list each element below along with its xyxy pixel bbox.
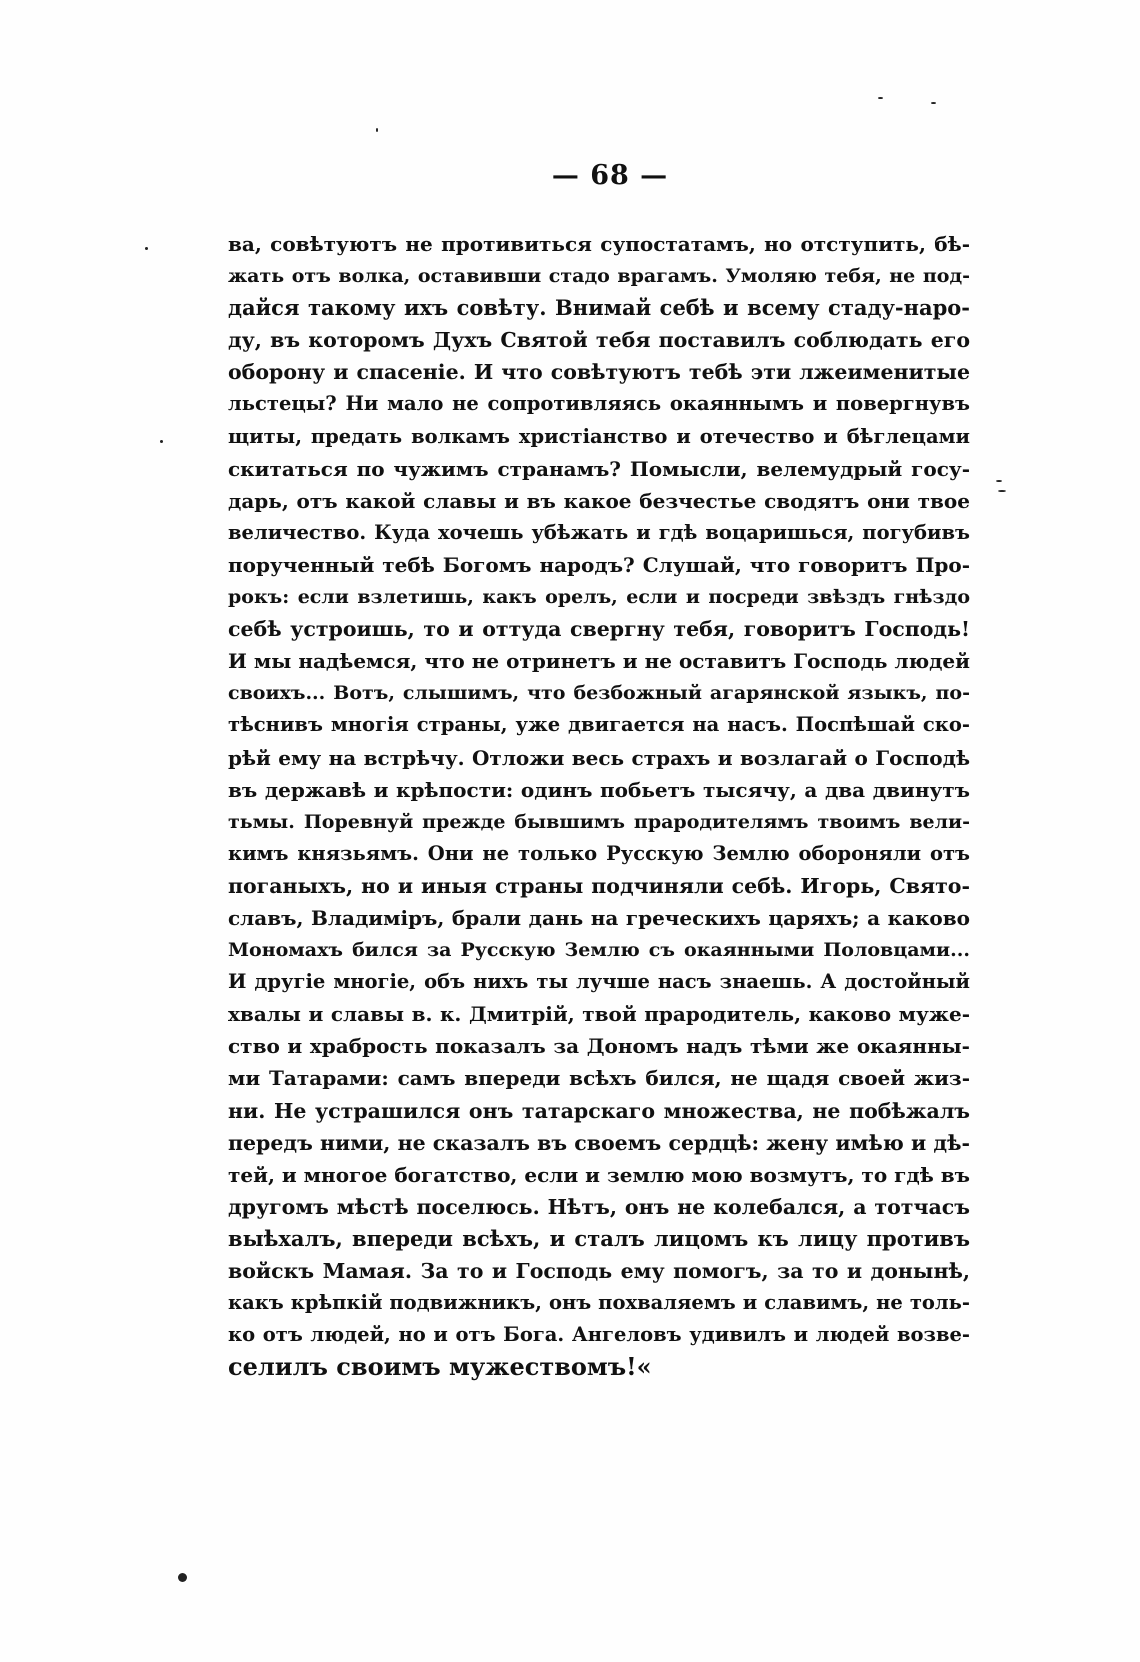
text-line: ми Татарами: самъ впереди всѣхъ бился, не щадя своей жиз- [228,1066,970,1091]
text-line: передъ ними, не сказалъ въ своемъ сердцѣ: жену имѣю и дѣ- [228,1130,970,1155]
text-line: въ державѣ и крѣпости: одинъ побьетъ тысячу, а два двинутъ [228,777,970,802]
page-number: — 68 — [551,160,669,191]
text-line: дарь, отъ какой славы и въ какое безчестье сводятъ они твое [228,488,970,513]
text-line: рѣй ему на встрѣчу. Отложи весь страхъ и возлагай о Господѣ [228,745,970,770]
text-line: себѣ устроишь, то и оттуда свергну тебя, говоритъ Господь! [228,617,970,642]
text-line: славъ, Владиміръ, брали дань на греческихъ царяхъ; а каково [228,905,970,930]
text-line: выѣхалъ, впереди всѣхъ, и сталъ лицомъ къ лицу противъ [228,1225,970,1251]
text-line: ни. Не устрашился онъ татарскаго множества, не побѣжалъ [228,1098,970,1123]
text-line: порученный тебѣ Богомъ народъ? Слушай, что говоритъ Про- [228,552,970,577]
text-line: щиты, предать волкамъ христіанство и отечество и бѣглецами [228,424,970,448]
scan-speck [931,102,936,104]
body-text [228,228,970,1383]
scan-speck [998,490,1006,492]
text-line: кимъ князьямъ. Они не только Русскую Землю обороняли отъ [228,841,970,865]
text-line: дайся такому ихъ совѣту. Внимай себѣ и всему стаду-наро- [228,295,970,321]
text-line: Мономахъ бился за Русскую Землю съ окаянными Половцами... [228,939,970,962]
text-line: ко отъ людей, но и отъ Бога. Ангеловъ удивилъ и людей возве- [228,1323,970,1347]
text-line: льстецы? Ни мало не сопротивляясь окаяннымъ и повергнувъ [228,392,970,416]
text-line: своихъ... Вотъ, слышимъ, что безбожный агарянской языкъ, по- [228,682,970,705]
text-line: тьмы. Поревнуй прежде бывшимъ прародителямъ твоимъ вели- [228,810,970,833]
scan-speck [878,97,883,99]
text-line: ду, въ которомъ Духъ Святой тебя поставилъ соблюдать его [228,328,970,353]
text-line: ство и храбрость показалъ за Дономъ надъ тѣми же окаянны- [228,1034,970,1059]
scan-speck [178,1573,187,1582]
text-line: другомъ мѣстѣ поселюсь. Нѣтъ, онъ не колебался, а тотчасъ [228,1194,970,1219]
text-line: жать отъ волка, оставивши стадо врагамъ. Умоляю тебя, не под- [228,265,970,288]
text-line: тѣснивъ многія страны, уже двигается на насъ. Поспѣшай ско- [228,713,970,737]
text-line: какъ крѣпкій подвижникъ, онъ похваляемъ и славимъ, не толь- [228,1291,970,1315]
scan-speck [376,128,378,132]
text-line: тей, и многое богатство, если и землю мою возмутъ, то гдѣ въ [228,1162,970,1187]
text-line: оборону и спасеніе. И что совѣтуютъ тебѣ эти лжеименитые [228,360,970,385]
scan-speck [145,247,148,250]
text-line-last: селилъ своимъ мужествомъ!« [228,1352,652,1382]
text-line: скитаться по чужимъ странамъ? Помысли, велемудрый госу- [228,456,970,481]
scan-speck [160,440,163,443]
text-line: рокъ: если взлетишь, какъ орелъ, если и посреди звѣздъ гнѣздо [228,586,970,609]
text-line: И мы надѣемся, что не отринетъ и не оставитъ Господь людей [228,649,970,674]
text-line: И другіе многіе, объ нихъ ты лучше насъ знаешь. А достойный [228,970,970,994]
scan-speck [996,480,1002,482]
text-line: войскъ Мамая. За то и Господь ему помогъ, за то и донынѣ, [228,1259,970,1283]
text-line: величество. Куда хочешь убѣжать и гдѣ воцаришься, погубивъ [228,520,970,544]
text-line: хвалы и славы в. к. Дмитрій, твой прародитель, каково муже- [228,1002,970,1027]
text-line: ва, совѣтуютъ не противиться супостатамъ, но отступить, бѣ- [228,232,970,256]
text-line: поганыхъ, но и иныя страны подчиняли себѣ. Игорь, Свято- [228,873,970,898]
